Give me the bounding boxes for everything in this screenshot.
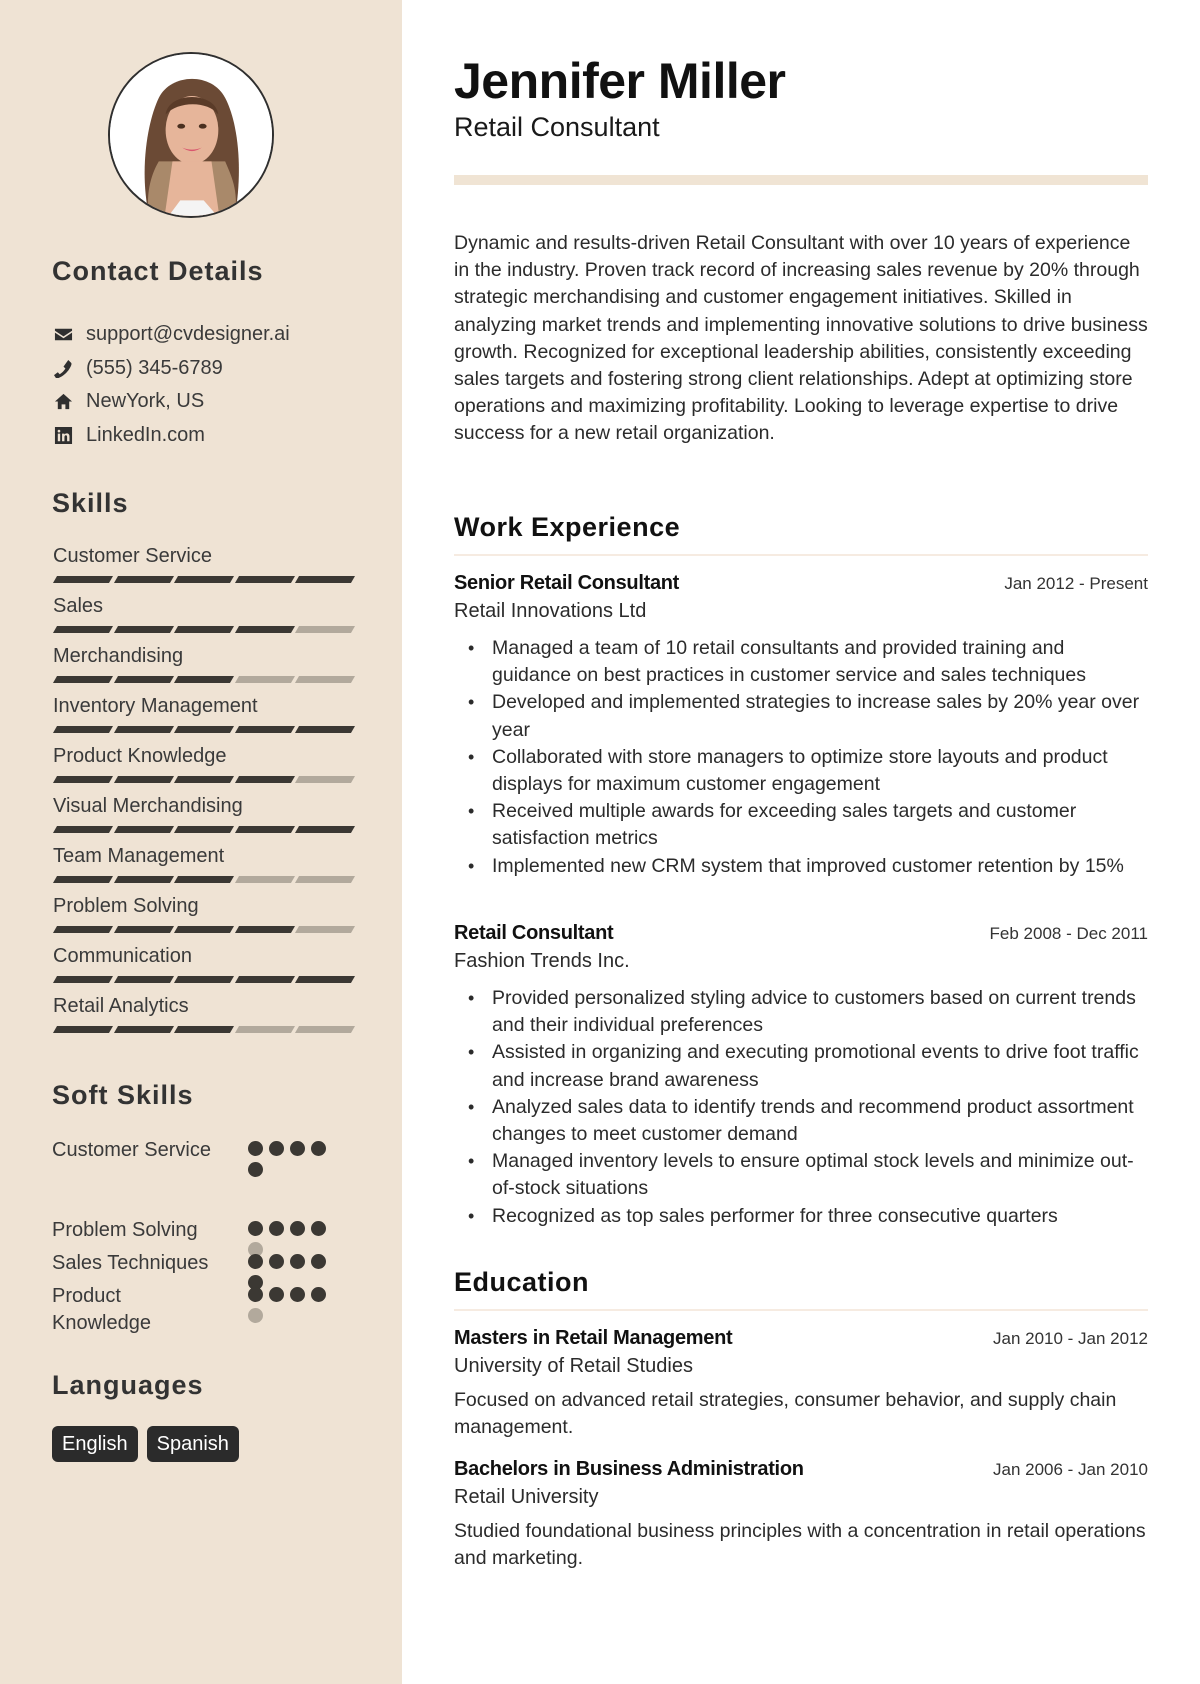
skill-item <box>53 694 353 744</box>
rating-dot <box>248 1254 263 1269</box>
skill-level-bar <box>53 676 353 683</box>
skill-level-segment <box>174 1026 234 1033</box>
skill-level-segment <box>53 626 113 633</box>
skill-level-segment <box>235 676 295 683</box>
bullet-item: • Collaborated with store managers to optimize store layouts and product displays for maximum customer engagement <box>454 744 1148 798</box>
skill-level-segment <box>114 976 174 983</box>
contact-phone[interactable] <box>52 352 290 386</box>
bullet-item: • Assisted in organizing and executing promotional events to drive foot traffic and increase brand awareness <box>454 1039 1148 1093</box>
rating-dot <box>311 1254 326 1269</box>
profile-summary: Dynamic and results-driven Retail Consultant with over 10 years of experience in the industry. Proven track record of increasing sales revenue by 20% through strategic merchandising and customer engagement initiatives. Skilled in analyzing market trends and implementing innovative solutions to drive business growth. Recognized for exceptional leadership abilities, consistently exceeding sales targets and fostering strong client relationships. Adept at optimizing store operations and maximizing profitability. Looking to leverage expertise to drive success for a new retail organization. <box>454 232 1148 445</box>
skill-level-segment <box>53 826 113 833</box>
skill-level-segment <box>295 776 355 783</box>
contact-email-text: support@cvdesigner.ai <box>86 323 290 346</box>
skills-heading: Skills <box>52 488 129 518</box>
skill-level-segment <box>114 626 174 633</box>
bullet-item: • Implemented new CRM system that improved customer retention by 15% <box>454 853 1148 880</box>
skill-level-segment <box>295 576 355 583</box>
work-entry-1 <box>454 572 1148 880</box>
skill-level-segment <box>295 826 355 833</box>
skill-label: Merchandising <box>53 645 184 667</box>
skill-level-segment <box>174 626 234 633</box>
language-badge: Spanish <box>147 1426 239 1462</box>
soft-skill-rating <box>248 1287 338 1323</box>
skill-level-segment <box>114 1026 174 1033</box>
education-entry-2 <box>454 1458 1148 1572</box>
job-bullets <box>454 635 1148 880</box>
company-name: Fashion Trends Inc. <box>454 950 630 972</box>
linkedin-icon <box>52 424 74 446</box>
soft-skill-item <box>52 1217 248 1244</box>
contact-heading: Contact Details <box>52 256 264 286</box>
skills-list <box>53 544 353 1044</box>
rating-dot <box>248 1221 263 1236</box>
contact-linkedin[interactable] <box>52 419 290 453</box>
skill-level-bar <box>53 976 353 983</box>
work-entry-2 <box>454 922 1148 1230</box>
bullet-item: • Recognized as top sales performer for three consecutive quarters <box>454 1203 1148 1230</box>
job-title: Senior Retail Consultant <box>454 572 680 594</box>
skill-level-segment <box>235 1026 295 1033</box>
home-icon <box>52 391 74 413</box>
skill-item <box>53 594 353 644</box>
skill-item <box>53 994 353 1044</box>
skill-level-segment <box>114 926 174 933</box>
rating-dot <box>269 1141 284 1156</box>
contact-email[interactable] <box>52 318 290 352</box>
bullet-item: • Analyzed sales data to identify trends and recommend product assortment changes to meet customer demand <box>454 1094 1148 1148</box>
skill-level-segment <box>174 726 234 733</box>
education-entry-1 <box>454 1327 1148 1441</box>
skill-level-segment <box>174 926 234 933</box>
job-bullets <box>454 985 1148 1230</box>
rating-dot <box>248 1141 263 1156</box>
rating-dot <box>248 1162 263 1177</box>
rating-dot <box>311 1221 326 1236</box>
soft-skill-label: Problem Solving <box>52 1219 198 1241</box>
contact-location-text: NewYork, US <box>86 390 205 413</box>
skill-level-segment <box>53 776 113 783</box>
skill-level-bar <box>53 726 353 733</box>
degree-description: Studied foundational business principles with a concentration in retail operations and marketing. <box>454 1520 1146 1570</box>
skill-level-segment <box>295 676 355 683</box>
languages-heading: Languages <box>52 1370 204 1400</box>
soft-skill-item <box>52 1250 248 1277</box>
skill-level-segment <box>295 876 355 883</box>
rating-dot <box>290 1254 305 1269</box>
degree-title: Masters in Retail Management <box>454 1327 733 1349</box>
contact-phone-text: (555) 345-6789 <box>86 356 223 379</box>
contact-list <box>52 318 290 452</box>
contact-location <box>52 385 290 419</box>
degree-title: Bachelors in Business Administration <box>454 1458 804 1480</box>
skill-item <box>53 894 353 944</box>
soft-skill-rating <box>248 1141 338 1177</box>
skill-level-segment <box>174 976 234 983</box>
candidate-title: Retail Consultant <box>454 112 660 142</box>
header-accent-band <box>454 175 1148 185</box>
skill-label: Team Management <box>53 845 225 867</box>
skill-level-segment <box>114 776 174 783</box>
languages-list <box>52 1426 239 1462</box>
soft-skill-item <box>52 1283 162 1337</box>
rating-dot <box>311 1287 326 1302</box>
education-heading: Education <box>454 1267 590 1297</box>
rating-dot <box>248 1308 263 1323</box>
rating-dot <box>248 1287 263 1302</box>
language-badge: English <box>52 1426 138 1462</box>
soft-skill-rating <box>248 1221 338 1257</box>
soft-skill-label: Customer Service <box>52 1139 211 1161</box>
skill-item <box>53 544 353 594</box>
bullet-item: • Developed and implemented strategies to increase sales by 20% year over year <box>454 689 1148 743</box>
phone-icon <box>52 357 74 379</box>
skill-level-segment <box>114 876 174 883</box>
envelope-icon <box>52 324 74 346</box>
job-dates: Feb 2008 - Dec 2011 <box>989 924 1148 943</box>
rating-dot <box>269 1287 284 1302</box>
rating-dot <box>311 1141 326 1156</box>
skill-level-segment <box>235 576 295 583</box>
skill-level-segment <box>114 576 174 583</box>
sidebar <box>0 0 402 1684</box>
skill-level-bar <box>53 926 353 933</box>
skill-level-segment <box>114 826 174 833</box>
skill-level-segment <box>114 676 174 683</box>
institution-name: University of Retail Studies <box>454 1355 693 1377</box>
job-title: Retail Consultant <box>454 922 614 944</box>
skill-label: Sales <box>53 595 104 617</box>
rating-dot <box>290 1221 305 1236</box>
skill-item <box>53 794 353 844</box>
contact-linkedin-text: LinkedIn.com <box>86 423 205 446</box>
education-divider <box>454 1309 1148 1311</box>
skill-level-segment <box>174 826 234 833</box>
skill-label: Problem Solving <box>53 895 199 917</box>
skill-level-segment <box>174 776 234 783</box>
skill-level-segment <box>295 926 355 933</box>
skill-item <box>53 644 353 694</box>
degree-dates: Jan 2006 - Jan 2010 <box>992 1460 1148 1479</box>
rating-dot <box>290 1141 305 1156</box>
skill-level-segment <box>174 576 234 583</box>
skill-level-segment <box>235 876 295 883</box>
skill-level-bar <box>53 826 353 833</box>
bullet-item: • Received multiple awards for exceeding sales targets and customer satisfaction metrics <box>454 798 1148 852</box>
skill-level-segment <box>235 826 295 833</box>
skill-level-segment <box>235 726 295 733</box>
skill-level-segment <box>53 726 113 733</box>
institution-name: Retail University <box>454 1486 599 1508</box>
soft-skill-rating <box>248 1254 338 1290</box>
bullet-item: • Managed a team of 10 retail consultants and provided training and guidance on best practices in customer service and sales techniques <box>454 635 1148 689</box>
skill-item <box>53 844 353 894</box>
skill-level-segment <box>235 776 295 783</box>
skill-level-segment <box>235 626 295 633</box>
degree-dates: Jan 2010 - Jan 2012 <box>992 1329 1148 1348</box>
degree-description: Focused on advanced retail strategies, consumer behavior, and supply chain management. <box>454 1389 1117 1439</box>
skill-level-segment <box>295 626 355 633</box>
skill-level-segment <box>53 926 113 933</box>
skill-level-segment <box>235 926 295 933</box>
skill-label: Retail Analytics <box>53 995 189 1017</box>
soft-skill-label: Sales Techniques <box>52 1252 209 1274</box>
skill-level-segment <box>53 876 113 883</box>
skill-level-segment <box>174 876 234 883</box>
skill-level-segment <box>235 976 295 983</box>
rating-dot <box>269 1221 284 1236</box>
soft-skill-item <box>52 1137 248 1164</box>
skill-label: Inventory Management <box>53 695 258 717</box>
skill-label: Communication <box>53 945 192 967</box>
skill-level-segment <box>53 976 113 983</box>
skill-level-segment <box>295 976 355 983</box>
skill-label: Customer Service <box>53 545 212 567</box>
skill-level-segment <box>174 676 234 683</box>
skill-item <box>53 944 353 994</box>
bullet-item: • Provided personalized styling advice to customers based on current trends and their individual preferences <box>454 985 1148 1039</box>
skill-level-segment <box>295 1026 355 1033</box>
skill-level-segment <box>295 726 355 733</box>
soft-skills-heading: Soft Skills <box>52 1080 194 1110</box>
skill-level-segment <box>53 1026 113 1033</box>
skill-level-bar <box>53 626 353 633</box>
skill-item <box>53 744 353 794</box>
skill-level-bar <box>53 576 353 583</box>
job-dates: Jan 2012 - Present <box>1004 574 1148 593</box>
skill-label: Visual Merchandising <box>53 795 243 817</box>
skill-level-bar <box>53 776 353 783</box>
skill-level-bar <box>53 1026 353 1033</box>
skill-label: Product Knowledge <box>53 745 227 767</box>
soft-skill-label: Product Knowledge <box>52 1285 151 1334</box>
portrait-image <box>110 54 272 216</box>
skill-level-segment <box>114 726 174 733</box>
rating-dot <box>269 1254 284 1269</box>
rating-dot <box>290 1287 305 1302</box>
company-name: Retail Innovations Ltd <box>454 600 647 622</box>
work-experience-heading: Work Experience <box>454 512 681 542</box>
bullet-item: • Managed inventory levels to ensure optimal stock levels and minimize out-of-stock situations <box>454 1148 1148 1202</box>
skill-level-segment <box>53 676 113 683</box>
work-divider <box>454 554 1148 556</box>
profile-photo <box>108 52 274 218</box>
skill-level-bar <box>53 876 353 883</box>
skill-level-segment <box>53 576 113 583</box>
candidate-name: Jennifer Miller <box>454 53 786 109</box>
